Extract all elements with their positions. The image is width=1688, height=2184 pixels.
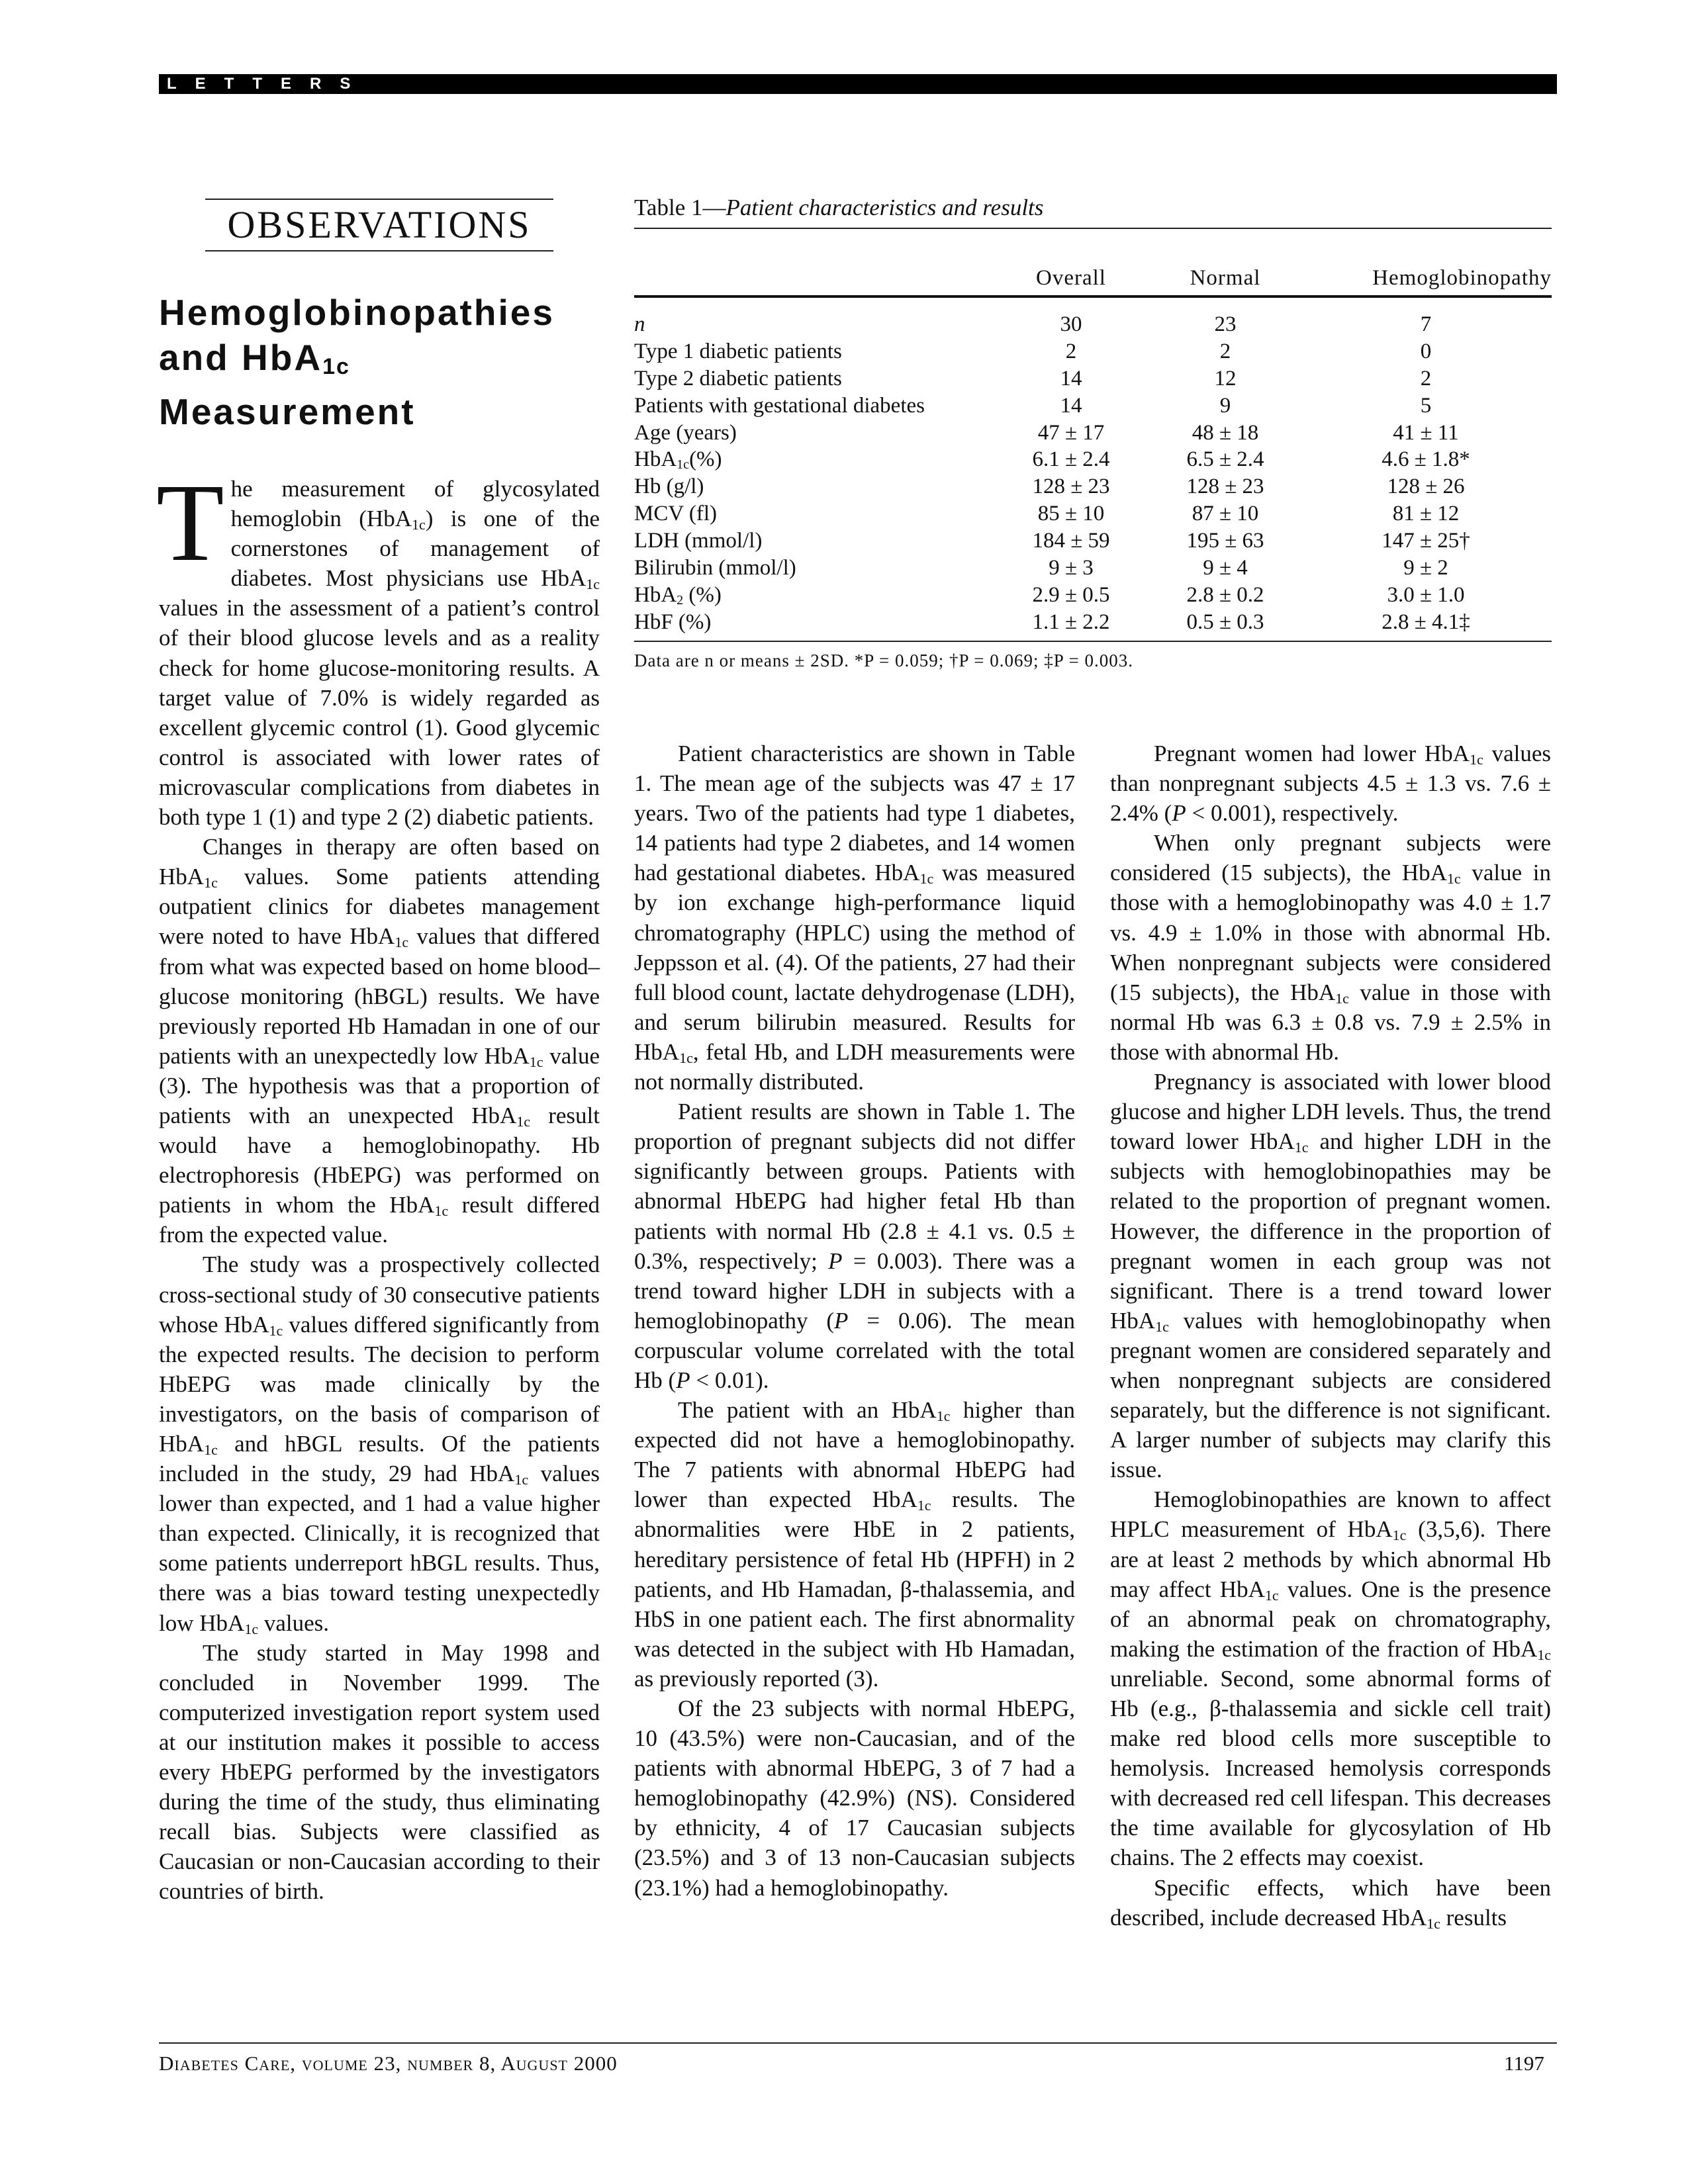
row-label: Patients with gestational diabetes — [634, 393, 925, 418]
cell-hemoglobinopathy: 128 ± 26 — [1387, 475, 1465, 499]
table-rule-bottom — [634, 641, 1552, 642]
footer-page-number: 1197 — [1504, 2052, 1544, 2075]
cell-hemoglobinopathy: 2 — [1420, 366, 1432, 390]
body-paragraph: Changes in therapy are often based on HbA$_{1c}$ values. Some patients attending outpatient clinics for diabetes management were noted to have HbA$_{1c}$ values that differed from what was expected based on home blood–glucose monitoring (hBGL) results. We have previously reported Hb Hamadan in one of our patients with an unexpectedly low HbA$_{1c}$ value (3). The hypothesis was that a proportion of patients with an unexpected HbA$_{1c}$ result would have a hemoglobinopathy. Hb electrophoresis (HbEPG) was performed on patients in whom the HbA$_{1c}$ result differed from the expected value. — [159, 834, 600, 1248]
cell-normal: 2.8 ± 0.2 — [1186, 582, 1264, 607]
table-row — [634, 311, 1552, 338]
cell-hemoglobinopathy: 4.6 ± 1.8* — [1382, 447, 1470, 472]
table-row — [634, 392, 1552, 420]
cell-overall: 128 ± 23 — [1032, 475, 1110, 499]
body-paragraph: The patient with an HbA$_{1c}$ higher than expected did not have a hemoglobinopathy. The 7 patients with abnormal HbEPG had lower than expected HbA$_{1c}$ results. The abnormalities were HbE in 2 patients, hereditary persistence of fetal Hb (HPFH) in 2 patients, and Hb Hamadan, β-thalassemia, and HbS in one patient each. The first abnormality was detected in the subject with Hb Hamadan, as previously reported (3). — [634, 1397, 1075, 1692]
article-title-subscript: 1c — [322, 354, 350, 379]
cell-normal: 0.5 ± 0.3 — [1186, 610, 1264, 634]
table-footnote: Data are n or means ± 2SD. *P = 0.059; †P = 0.069; ‡P = 0.003. — [634, 651, 1133, 670]
table-row — [634, 365, 1552, 392]
table-row — [634, 338, 1552, 365]
drop-cap: T — [156, 461, 224, 584]
body-paragraph: Patient characteristics are shown in Table 1. The mean age of the subjects was 47 ± 17 years. Two of the patients had type 1 diabetes, 14 patients had type 2 diabetes, and 14 women had gestational diabetes. HbA$_{1c}$ was measured by ion exchange high-performance liquid chromatography (HPLC) using the method of Jeppsson et al. (4). Of the patients, 27 had their full blood count, lactate dehydrogenase (LDH), and serum bilirubin measured. Results for HbA$_{1c}$, fetal Hb, and LDH measurements were not normally distributed. — [634, 741, 1075, 1095]
row-label: HbA$_{1c}$(%) — [634, 447, 722, 473]
cell-overall: 2 — [1065, 339, 1077, 363]
cell-normal: 23 — [1214, 312, 1237, 336]
table-rule-header — [634, 295, 1552, 298]
article-title-line1: Hemoglobinopathies — [159, 292, 555, 333]
article-title-line3: Measurement — [159, 391, 416, 432]
table-row — [634, 609, 1552, 636]
table-row — [634, 473, 1552, 500]
table-caption-prefix: Table 1— — [634, 195, 726, 220]
row-label: Bilirubin (mmol/l) — [634, 556, 796, 580]
article-title-line2-text: and HbA — [159, 337, 323, 378]
body-paragraph: Pregnancy is associated with lower blood glucose and higher LDH levels. Thus, the trend toward lower HbA$_{1c}$ and higher LDH in the subjects with hemoglobinopathies may be related to the proportion of pregnant women. However, the difference in the proportion of pregnant women in each group was not significant. There is a trend toward lower HbA$_{1c}$ values with hemoglobinopathy when pregnant women are considered separately and when nonpregnant subjects are considered separately, but the difference is not significant. A larger number of subjects may clarify this issue. — [1110, 1069, 1551, 1483]
table-header-normal: Normal — [1190, 266, 1261, 290]
cell-normal: 48 ± 18 — [1192, 420, 1259, 445]
cell-normal: 9 ± 4 — [1203, 556, 1248, 580]
body-paragraph: When only pregnant subjects were considered (15 subjects), the HbA$_{1c}$ value in those with a hemoglobinopathy was 4.0 ± 1.7 vs. 4.9 ± 1.0% in those with abnormal Hb. When nonpregnant subjects were considered (15 subjects), the HbA$_{1c}$ value in those with normal Hb was 6.3 ± 0.8 vs. 7.9 ± 2.5% in those with abnormal Hb. — [1110, 830, 1551, 1065]
cell-hemoglobinopathy: 7 — [1420, 312, 1432, 336]
body-paragraph: Of the 23 subjects with normal HbEPG, 10 (43.5%) were non-Caucasian, and of the patients with abnormal HbEPG, 3 of 7 had a hemoglobinopathy (42.9%) (NS). Considered by ethnicity, 4 of 17 Caucasian subjects (23.5%) and 3 of 13 non-Caucasian subjects (23.1%) had a hemoglobinopathy. — [634, 1696, 1075, 1901]
table-caption-title: Patient characteristics and results — [726, 195, 1044, 220]
cell-hemoglobinopathy: 2.8 ± 4.1‡ — [1382, 610, 1470, 634]
row-label: Hb (g/l) — [634, 475, 704, 499]
row-label: n — [634, 312, 645, 336]
cell-hemoglobinopathy: 5 — [1420, 393, 1432, 418]
cell-normal: 2 — [1219, 339, 1231, 363]
cell-overall: 14 — [1060, 366, 1082, 390]
row-label: LDH (mmol/l) — [634, 529, 763, 553]
row-label: Type 1 diabetic patients — [634, 339, 842, 363]
section-title: OBSERVATIONS — [227, 203, 532, 246]
body-paragraph: Specific effects, which have been described, include decreased HbA$_{1c}$ results — [1110, 1874, 1551, 1932]
table-row — [634, 527, 1552, 555]
table-header-hemoglobinopathy: Hemoglobinopathy — [1372, 266, 1552, 290]
section-rule-bottom — [205, 250, 553, 251]
cell-overall: 85 ± 10 — [1037, 502, 1105, 526]
cell-overall: 9 ± 3 — [1049, 556, 1094, 580]
cell-normal: 6.5 ± 2.4 — [1186, 447, 1264, 472]
cell-overall: 184 ± 59 — [1032, 529, 1110, 553]
footer-journal: Diabetes Care, volume 23, number 8, August 2000 — [159, 2052, 618, 2075]
running-header-bar — [159, 74, 1557, 94]
table-row — [634, 500, 1552, 527]
table-caption — [634, 193, 1043, 222]
table-body — [634, 311, 1552, 636]
row-label: HbA$_2$ (%) — [634, 582, 722, 608]
table-row — [634, 555, 1552, 582]
cell-hemoglobinopathy: 3.0 ± 1.0 — [1387, 582, 1465, 607]
table-header-row — [634, 263, 1552, 293]
cell-normal: 195 ± 63 — [1186, 529, 1264, 553]
cell-normal: 9 — [1219, 393, 1231, 418]
cell-overall: 14 — [1060, 393, 1082, 418]
cell-overall: 1.1 ± 2.2 — [1032, 610, 1110, 634]
body-paragraph: Hemoglobinopathies are known to affect HPLC measurement of HbA$_{1c}$ (3,5,6). There are at least 2 methods by which abnormal Hb may affect HbA$_{1c}$ values. One is the presence of an abnormal peak on chromatography, making the estimation of the fraction of HbA$_{1c}$ unreliable. Second, some abnormal forms of Hb (e.g., β-thalassemia and sickle cell trait) make red blood cells more susceptible to hemolysis. Increased hemolysis corresponds with decreased red cell lifespan. This decreases the time available for glycosylation of Hb chains. The 2 effects may coexist. — [1110, 1486, 1551, 1871]
cell-normal: 87 ± 10 — [1192, 502, 1259, 526]
row-label: Type 2 diabetic patients — [634, 366, 842, 390]
cell-overall: 30 — [1060, 312, 1082, 336]
cell-hemoglobinopathy: 41 ± 11 — [1393, 420, 1459, 445]
row-label: HbF (%) — [634, 610, 712, 634]
cell-normal: 12 — [1214, 366, 1237, 390]
running-header-label: LETTERS — [167, 75, 369, 93]
body-column-3 — [1110, 739, 1551, 1933]
table-row — [634, 582, 1552, 609]
cell-normal: 128 ± 23 — [1186, 475, 1264, 499]
cell-hemoglobinopathy: 0 — [1420, 339, 1432, 363]
table-row — [634, 446, 1552, 473]
cell-overall: 6.1 ± 2.4 — [1032, 447, 1110, 472]
body-column-2 — [634, 739, 1075, 1903]
body-paragraph: Patient results are shown in Table 1. The proportion of pregnant subjects did not differ significantly between groups. Patients with abnormal HbEPG had higher fetal Hb than patients with normal Hb (2.8 ± 4.1 vs. 0.5 ± 0.3%, respectively; P = 0.003). There was a trend toward higher LDH in subjects with a hemoglobinopathy (P = 0.06). The mean corpuscular volume correlated with the total Hb (P < 0.01). — [634, 1099, 1075, 1393]
cell-overall: 2.9 ± 0.5 — [1032, 582, 1110, 607]
article-title — [159, 290, 583, 434]
body-column-1 — [156, 461, 600, 1907]
table-row — [634, 420, 1552, 447]
cell-overall: 47 ± 17 — [1037, 420, 1105, 445]
cell-hemoglobinopathy: 9 ± 2 — [1403, 556, 1448, 580]
table-header-overall: Overall — [1036, 266, 1106, 290]
footer-rule — [159, 2042, 1557, 2044]
cell-hemoglobinopathy: 147 ± 25† — [1382, 529, 1470, 553]
row-label: Age (years) — [634, 420, 737, 445]
table-rule-top — [634, 228, 1552, 229]
body-paragraph: The measurement of glycosylated hemoglobin (HbA$_{1c}$) is one of the cornerstones of management of diabetes. Most physicians use HbA$_{1c}$ values in the assessment of a patient’s control of their blood glucose levels and as a reality check for home glucose-monitoring results. A target value of 7.0% is widely regarded as excellent glycemic control (1). Good glycemic control is associated with lower rates of microvascular complications from diabetes in both type 1 (1) and type 2 (2) diabetic patients. — [156, 461, 600, 831]
row-label: MCV (fl) — [634, 502, 717, 526]
body-paragraph: The study started in May 1998 and concluded in November 1999. The computerized investigation report system used at our institution makes it possible to access every HbEPG performed by the investigators during the time of the study, thus eliminating recall bias. Subjects were classified as Caucasian or non-Caucasian according to their countries of birth. — [159, 1639, 600, 1905]
body-paragraph: Pregnant women had lower HbA$_{1c}$ values than nonpregnant subjects 4.5 ± 1.3 vs. 7.6 ± 2.4% (P < 0.001), respectively. — [1110, 741, 1551, 827]
article-title-line2 — [159, 335, 583, 389]
body-paragraph: The study was a prospectively collected cross-sectional study of 30 consecutive patients whose HbA$_{1c}$ values differed significantly from the expected results. The decision to perform HbEPG was made clinically by the investigators, on the basis of comparison of HbA$_{1c}$ and hBGL results. Of the patients included in the study, 29 had HbA$_{1c}$ values lower than expected, and 1 had a value higher than expected. Clinically, it is recognized that some patients underreport hBGL results. Thus, there was a bias toward testing unexpectedly low HbA$_{1c}$ values. — [159, 1251, 600, 1637]
cell-hemoglobinopathy: 81 ± 12 — [1392, 502, 1460, 526]
